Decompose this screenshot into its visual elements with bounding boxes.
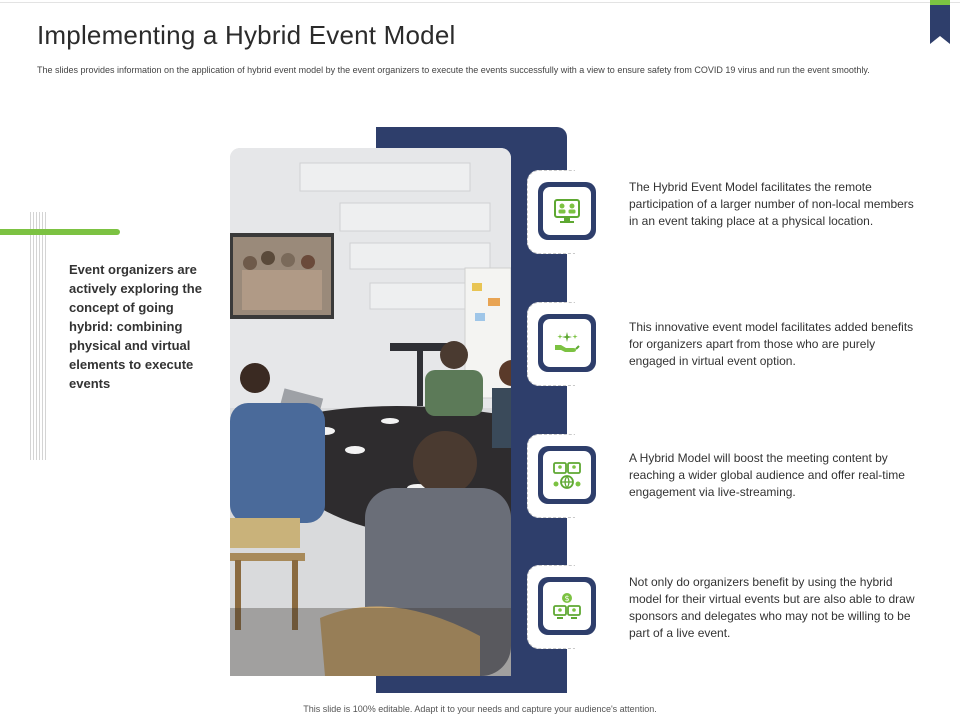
summary-text: Event organizers are actively exploring the concept of going hybrid: combining physical and virtual elements to execute events — [69, 262, 202, 391]
top-divider-line — [0, 2, 960, 3]
sponsor-delegates-icon — [552, 591, 582, 621]
video-conference-icon — [552, 196, 582, 226]
icon-frame — [538, 577, 596, 635]
meeting-photo — [230, 148, 511, 676]
icon-frame — [538, 314, 596, 372]
feature-text-4: Not only do organizers benefit by using the hybrid model for their virtual events but are also able to draw sponsors and delegates who may not be willing to be part of a live event. — [629, 575, 915, 640]
icon-frame — [538, 446, 596, 504]
bookmark-ribbon-icon — [930, 0, 950, 44]
page-subtitle: The slides provides information on the application of hybrid event model by the event organizers to execute the events successfully with a view to ensure safety from COVID 19 virus and run the event smoothly. — [37, 65, 870, 75]
feature-text-1: The Hybrid Event Model facilitates the remote participation of a larger number of non-local members in an event taking place at a physical location. — [629, 180, 914, 228]
feature-text-2: This innovative event model facilitates added benefits for organizers apart from those who are purely engaged in virtual event option. — [629, 320, 914, 368]
hand-sparkle-icon — [552, 328, 582, 358]
global-audience-icon — [552, 460, 582, 490]
icon-frame — [538, 182, 596, 240]
decorative-vertical-lines — [30, 212, 48, 460]
page-title: Implementing a Hybrid Event Model — [37, 20, 456, 50]
accent-bar — [0, 229, 120, 235]
svg-text:$: $ — [564, 594, 570, 603]
footer-note: This slide is 100% editable. Adapt it to your needs and capture your audience's attention. — [303, 704, 657, 714]
feature-text-3: A Hybrid Model will boost the meeting content by reaching a wider global audience and offer real-time engagement via live-streaming. — [629, 451, 905, 499]
